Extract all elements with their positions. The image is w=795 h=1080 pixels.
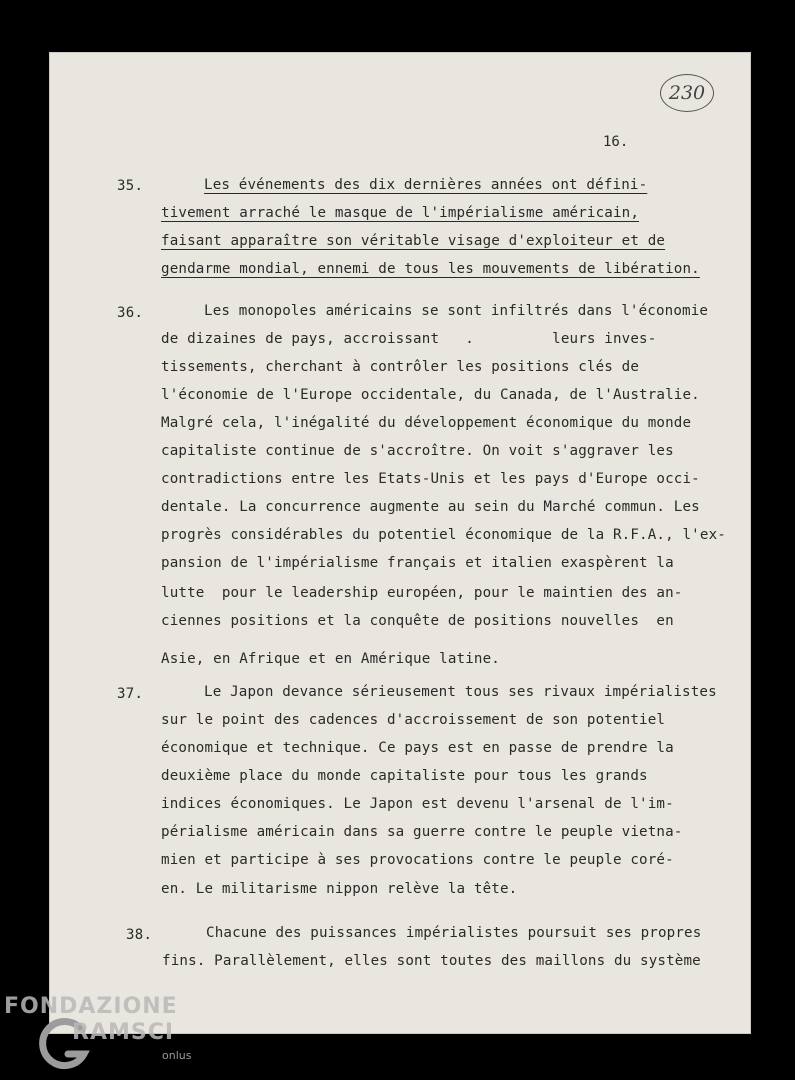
text-line: l'économie de l'Europe occidentale, du Canada, de l'Australie. (161, 387, 700, 403)
text-line: indices économiques. Le Japon est devenu l'arsenal de l'im- (161, 796, 674, 812)
text-line: Les événements des dix dernières années ont défini- (204, 177, 648, 193)
text-line: économique et technique. Ce pays est en passe de prendre la (161, 740, 674, 756)
text-line: sur le point des cadences d'accroissement de son potentiel (161, 712, 666, 728)
text-line: capitaliste continue de s'accroître. On voit s'aggraver les (161, 443, 674, 459)
paragraph-number: 36. (117, 305, 144, 321)
text-line: fins. Parallèlement, elles sont toutes des maillons du système (162, 953, 701, 969)
text-line: Les monopoles américains se sont infiltrés dans l'économie (204, 303, 709, 319)
text-line: pansion de l'impérialisme français et italien exaspèrent la (161, 555, 674, 571)
text-line: contradictions entre les Etats-Unis et les pays d'Europe occi- (161, 471, 700, 487)
text-line: lutte pour le leadership européen, pour le maintien des an- (161, 585, 683, 601)
page-number: 16. (603, 134, 629, 150)
logo-line2: RAMSCI (72, 1020, 175, 1045)
text-line: en. Le militarisme nippon relève la tête. (161, 881, 518, 897)
text-line: mien et participe à ses provocations contre le peuple coré- (161, 852, 674, 868)
logo-line1: FONDAZIONE (4, 994, 178, 1019)
text-line: gendarme mondial, ennemi de tous les mouvements de libération. (161, 261, 700, 277)
text-line: progrès considérables du potentiel économique de la R.F.A., l'ex- (161, 527, 726, 543)
text-line: périalisme américain dans sa guerre contre le peuple vietna- (161, 824, 683, 840)
logo-sub: onlus (162, 1049, 192, 1062)
text-line: Le Japon devance sérieusement tous ses rivaux impérialistes (204, 684, 717, 700)
paragraph-number: 35. (117, 178, 144, 194)
fondazione-gramsci-logo (4, 994, 204, 1074)
text-line: tivement arraché le masque de l'impérialisme américain, (161, 205, 640, 221)
archive-stamp: 230 (660, 74, 714, 112)
text-line: Chacune des puissances impérialistes poursuit ses propres (206, 925, 702, 941)
paragraph-number: 37. (117, 686, 144, 702)
text-line: Asie, en Afrique et en Amérique latine. (161, 651, 500, 667)
text-line: de dizaines de pays, accroissant . leurs inves- (161, 331, 657, 347)
text-line: dentale. La concurrence augmente au sein du Marché commun. Les (161, 499, 700, 515)
text-line: deuxième place du monde capitaliste pour tous les grands (161, 768, 648, 784)
text-line: tissements, cherchant à contrôler les positions clés de (161, 359, 640, 375)
text-line: faisant apparaître son véritable visage d'exploiteur et de (161, 233, 666, 249)
paragraph-number: 38. (126, 927, 153, 943)
text-line: Malgré cela, l'inégalité du développement économique du monde (161, 415, 692, 431)
text-line: ciennes positions et la conquête de positions nouvelles en (161, 613, 674, 629)
